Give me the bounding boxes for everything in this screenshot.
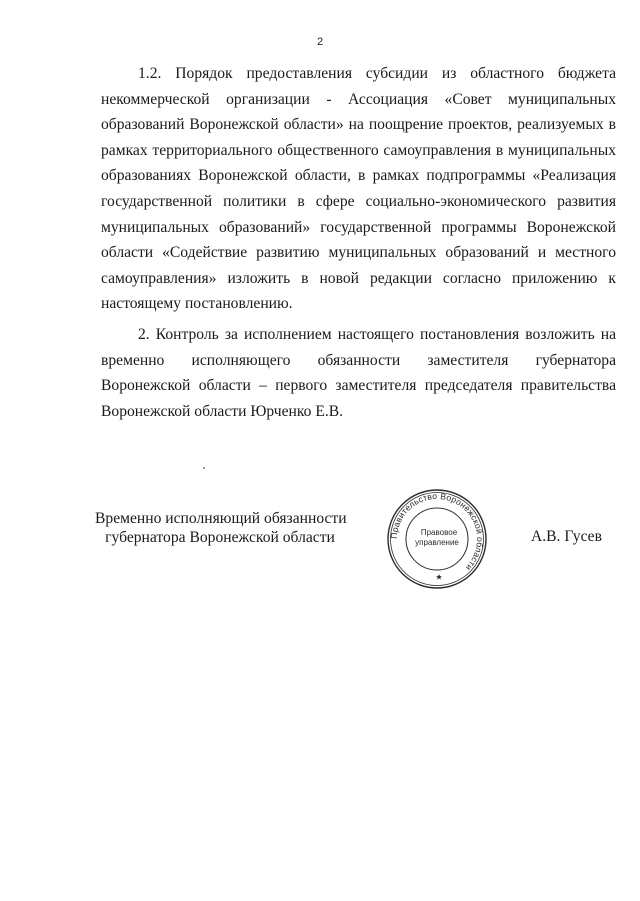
signer-name: А.В. Гусев [531,528,602,545]
stamp-star-icon [436,574,442,580]
signer-position [95,509,345,547]
stamp-inner-line-1: Правовое [420,528,458,537]
official-stamp [386,488,488,590]
scan-speck [203,467,205,469]
signer-position-line-2: губернатора Воронежской области [105,529,335,546]
paragraph-2: 2. Контроль за исполнением настоящего постановления возложить на временно исполняющего обязанности заместителя губернатора Воронежской области – первого заместителя председателя правительства Воронежской области Юрченко Е.В. [101,325,616,420]
stamp-ring-text: Правительство Воронежской области [388,490,486,573]
paragraph-1-2: 1.2. Порядок предоставления субсидии из областного бюджета некоммерческой организации - Ассоциация «Совет муниципальных образований Воронежской области» на поощрение проектов, реализуемых в рамках территориального общественного самоуправления в муниципальных образованиях Воронежской области, в рамках подпрограммы «Реализация государственной политики в сфере социально-экономического развития муниципальных образований» государственной программы Воронежской области «Содействие развитию муниципальных образований и местного самоуправления» изложить в новой редакции согласно приложению к настоящему постановлению. [101,65,616,313]
signer-position-line-1: Временно исполняющий обязанности [95,510,347,527]
page-number: 2 [316,36,324,48]
stamp-inner-line-2: управление [415,538,459,547]
document-body [101,61,616,424]
